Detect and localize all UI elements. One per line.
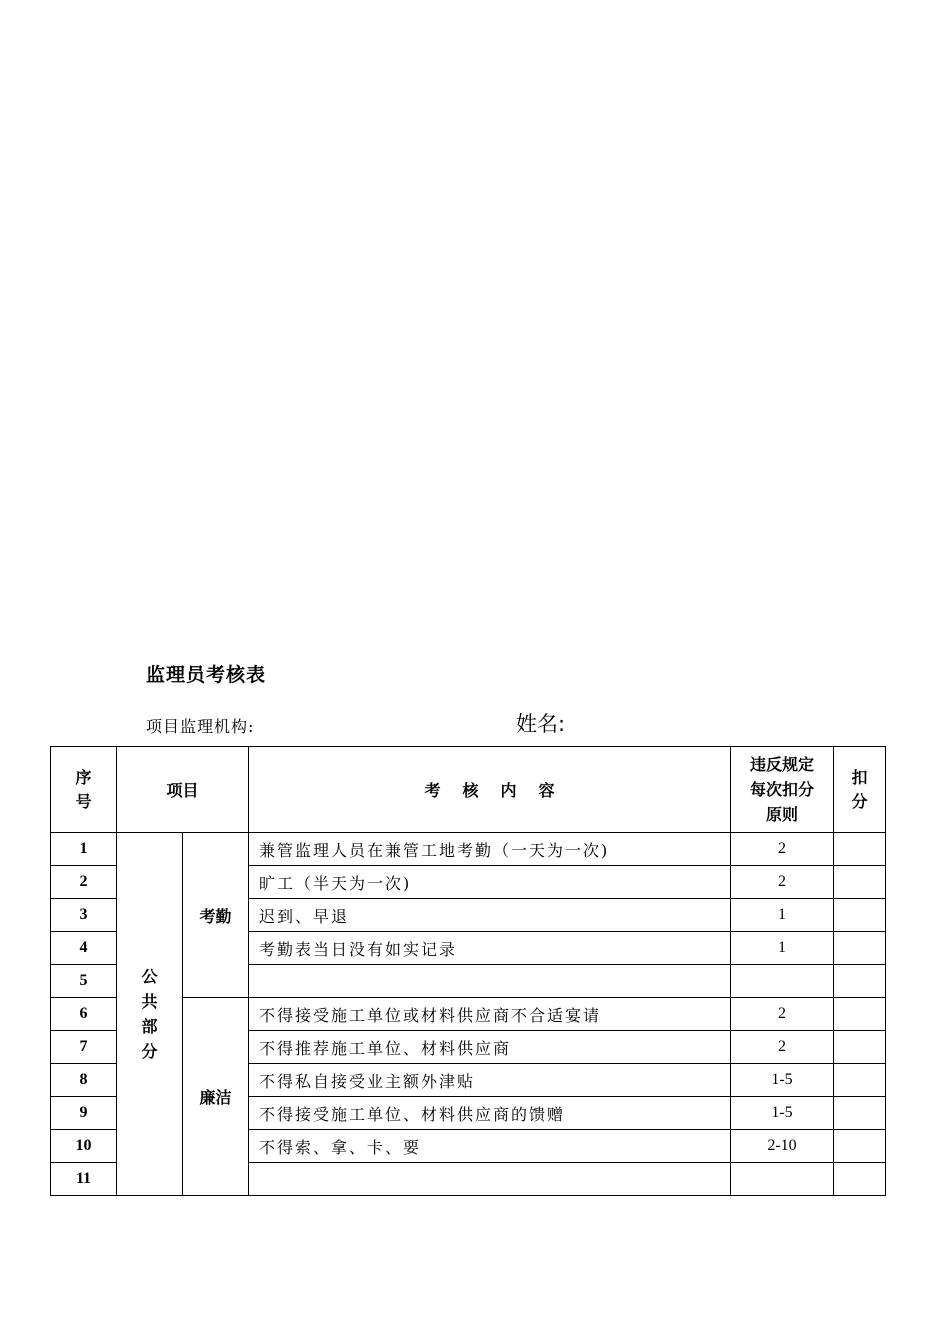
row-content: 不得接受施工单位或材料供应商不合适宴请 [249, 998, 731, 1031]
row-deduct-cell[interactable] [834, 932, 886, 965]
row-deduct-cell[interactable] [834, 1064, 886, 1097]
category-integrity: 廉洁 [183, 998, 249, 1196]
header-seq: 序 号 [51, 747, 117, 833]
row-deduct-cell[interactable] [834, 833, 886, 866]
row-score: 2 [731, 866, 834, 899]
row-score: 1 [731, 932, 834, 965]
header-item: 项目 [117, 747, 249, 833]
row-deduct-cell[interactable] [834, 899, 886, 932]
row-deduct-cell[interactable] [834, 1130, 886, 1163]
row-seq: 9 [51, 1097, 117, 1130]
row-seq: 3 [51, 899, 117, 932]
header-deduct: 扣 分 [834, 747, 886, 833]
row-content: 旷工（半天为一次) [249, 866, 731, 899]
row-deduct-cell[interactable] [834, 1097, 886, 1130]
org-label: 项目监理机构: [146, 717, 255, 736]
row-score: 2 [731, 1031, 834, 1064]
row-content: 不得私自接受业主额外津贴 [249, 1064, 731, 1097]
document-title: 监理员考核表 [146, 664, 267, 686]
row-deduct-cell[interactable] [834, 866, 886, 899]
row-deduct-cell[interactable] [834, 1163, 886, 1196]
row-seq: 10 [51, 1130, 117, 1163]
category-attendance: 考勤 [183, 833, 249, 998]
row-content: 考勤表当日没有如实记录 [249, 932, 731, 965]
row-score[interactable] [731, 965, 834, 998]
name-label: 姓名: [516, 712, 566, 736]
row-deduct-cell[interactable] [834, 965, 886, 998]
row-score: 1 [731, 899, 834, 932]
row-seq: 8 [51, 1064, 117, 1097]
table-header-row [51, 747, 886, 833]
row-content[interactable] [249, 1163, 731, 1196]
row-content: 不得索、拿、卡、要 [249, 1130, 731, 1163]
row-score: 1-5 [731, 1097, 834, 1130]
row-score: 1-5 [731, 1064, 834, 1097]
row-seq: 2 [51, 866, 117, 899]
row-score: 2-10 [731, 1130, 834, 1163]
row-content: 兼管监理人员在兼管工地考勤（一天为一次) [249, 833, 731, 866]
row-seq: 1 [51, 833, 117, 866]
row-seq: 11 [51, 1163, 117, 1196]
assessment-table [50, 746, 886, 1196]
row-seq: 6 [51, 998, 117, 1031]
group-public-part: 公 共 部 分 [117, 833, 183, 1196]
header-content: 考核内容 [249, 747, 731, 833]
row-content: 不得接受施工单位、材料供应商的馈赠 [249, 1097, 731, 1130]
row-content: 不得推荐施工单位、材料供应商 [249, 1031, 731, 1064]
table-row [51, 833, 886, 866]
row-seq: 4 [51, 932, 117, 965]
row-seq: 7 [51, 1031, 117, 1064]
row-deduct-cell[interactable] [834, 998, 886, 1031]
row-deduct-cell[interactable] [834, 1031, 886, 1064]
row-score[interactable] [731, 1163, 834, 1196]
row-content[interactable] [249, 965, 731, 998]
row-seq: 5 [51, 965, 117, 998]
header-rule: 违反规定 每次扣分 原则 [731, 747, 834, 833]
row-content: 迟到、早退 [249, 899, 731, 932]
row-score: 2 [731, 833, 834, 866]
row-score: 2 [731, 998, 834, 1031]
